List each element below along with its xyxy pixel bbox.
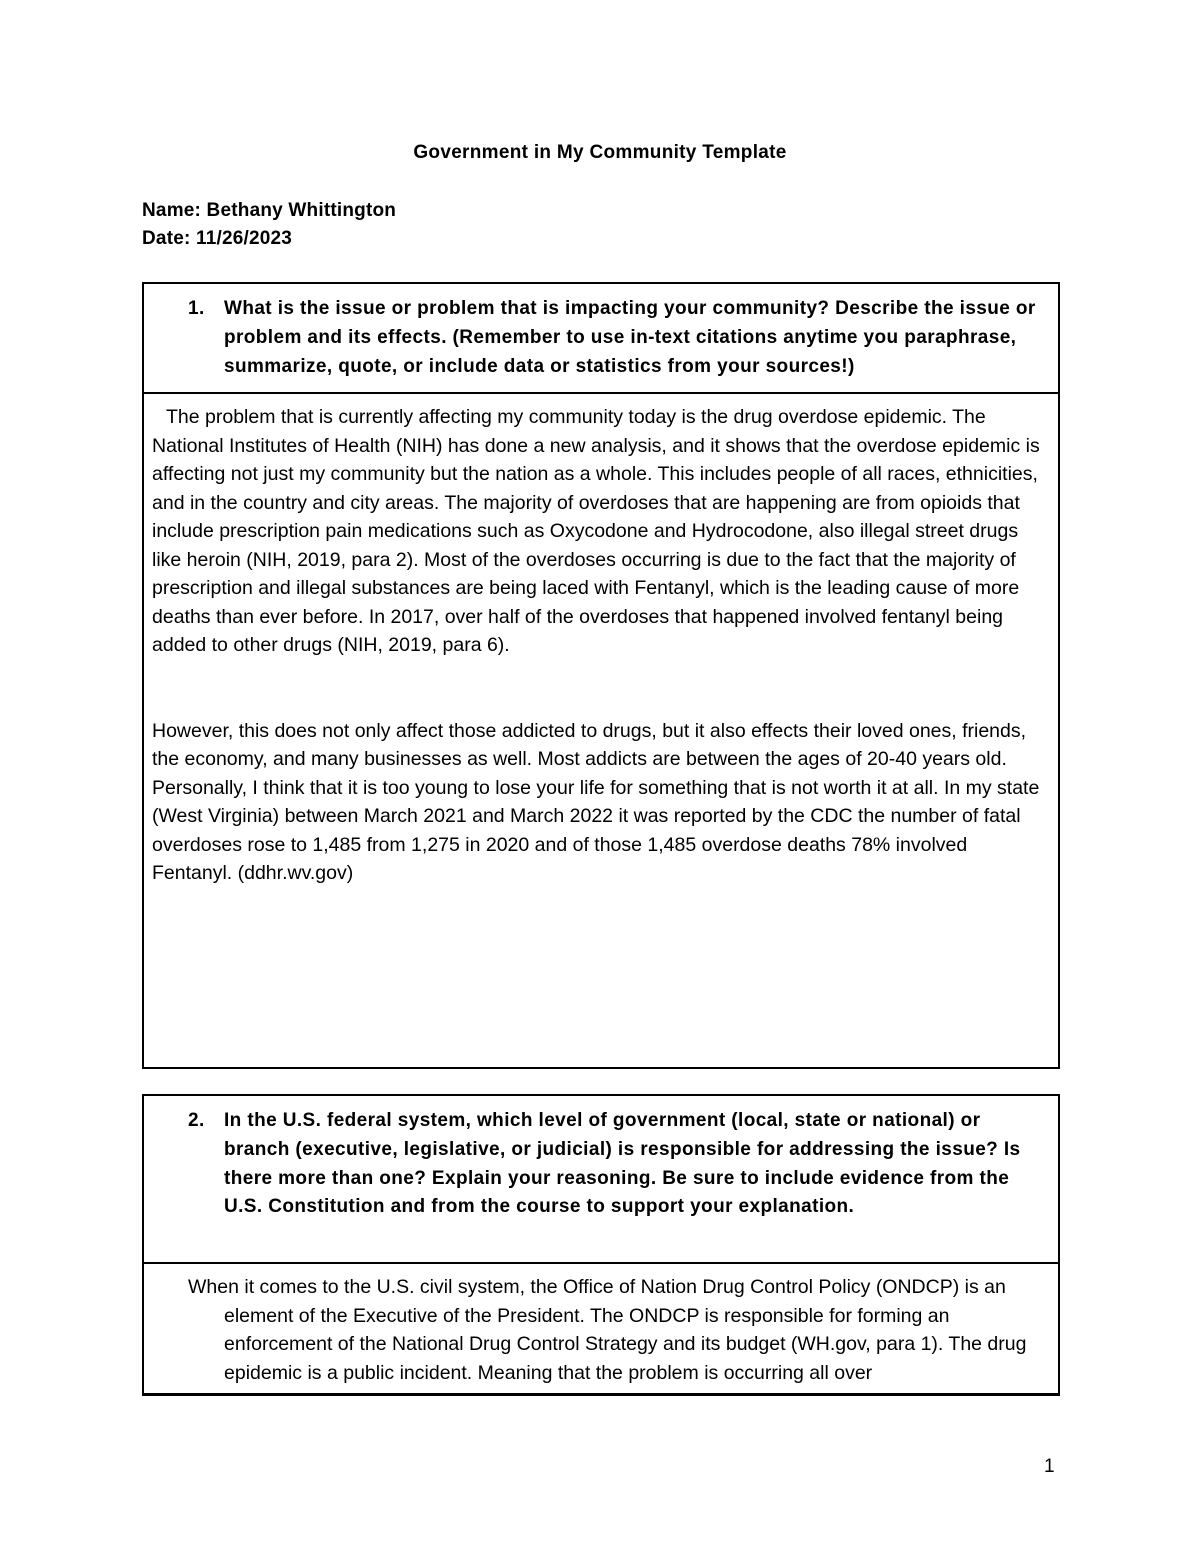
question-2-header — [144, 1096, 1058, 1264]
submission-date: Date: 11/26/2023 — [142, 228, 293, 249]
question-2-answer — [144, 1264, 1058, 1387]
answer-paragraph: When it comes to the U.S. civil system, the Office of Nation Drug Control Policy (ONDCP) is an element of the Executive of the President. The ONDCP is responsible for forming an enforcement of the National Drug Control Strategy and its budget (WH.gov, para 1). The drug epidemic is a public incident. Meaning that the problem is occurring all over — [188, 1276, 1027, 1384]
document-title: Government in My Community Template — [413, 142, 787, 163]
question-1-prompt: What is the issue or problem that is impacting your community? Describe the issue or problem and its effects. (Remember to use in-text citations anytime you paraphrase, summarize, quote, or include data or statistics from your sources!) — [224, 298, 1036, 377]
question-1-box — [142, 282, 1060, 1069]
student-name: Name: Bethany Whittington — [142, 200, 397, 221]
question-1-number: 1. — [188, 298, 205, 319]
question-2-prompt: In the U.S. federal system, which level of government (local, state or national) or branch (executive, legislative, or judicial) is responsible for addressing the issue? Is there more than one? Explain your reasoning. Be sure to include evidence from the U.S. Constitution and from the course to support your explanation. — [224, 1110, 1021, 1218]
question-2-number: 2. — [188, 1110, 205, 1131]
question-1-header — [144, 284, 1058, 394]
question-1-answer — [144, 394, 1058, 888]
question-2-box — [142, 1094, 1060, 1396]
page-number: 1 — [1044, 1456, 1055, 1477]
answer-paragraph: However, this does not only affect those addicted to drugs, but it also effects their loved ones, friends, the economy, and many businesses as well. Most addicts are between the ages of 20-40 years old. Personally, I think that it is too young to lose your life for something that is not worth it at all. In my state (West Virginia) between March 2021 and March 2022 it was reported by the CDC the number of fatal overdoses rose to 1,485 from 1,275 in 2020 and of those 1,485 overdose deaths 78% involved Fentanyl. (ddhr.wv.gov) — [152, 719, 1040, 884]
answer-paragraph: The problem that is currently affecting my community today is the drug overdose epidemic. The National Institutes of Health (NIH) has done a new analysis, and it shows that the overdose epidemic is affecting not just my community but the nation as a whole. This includes people of all races, ethnicities, and in the country and city areas. The majority of overdoses that are happening are from opioids that include prescription pain medications such as Oxycodone and Hydrocodone, also illegal street drugs like heroin (NIH, 2019, para 2). Most of the overdoses occurring is due to the fact that the majority of prescription and illegal substances are being laced with Fentanyl, which is the leading cause of more deaths than ever before. In 2017, over half of the overdoses that happened involved fentanyl being added to other drugs (NIH, 2019, para 6). — [152, 406, 1040, 656]
